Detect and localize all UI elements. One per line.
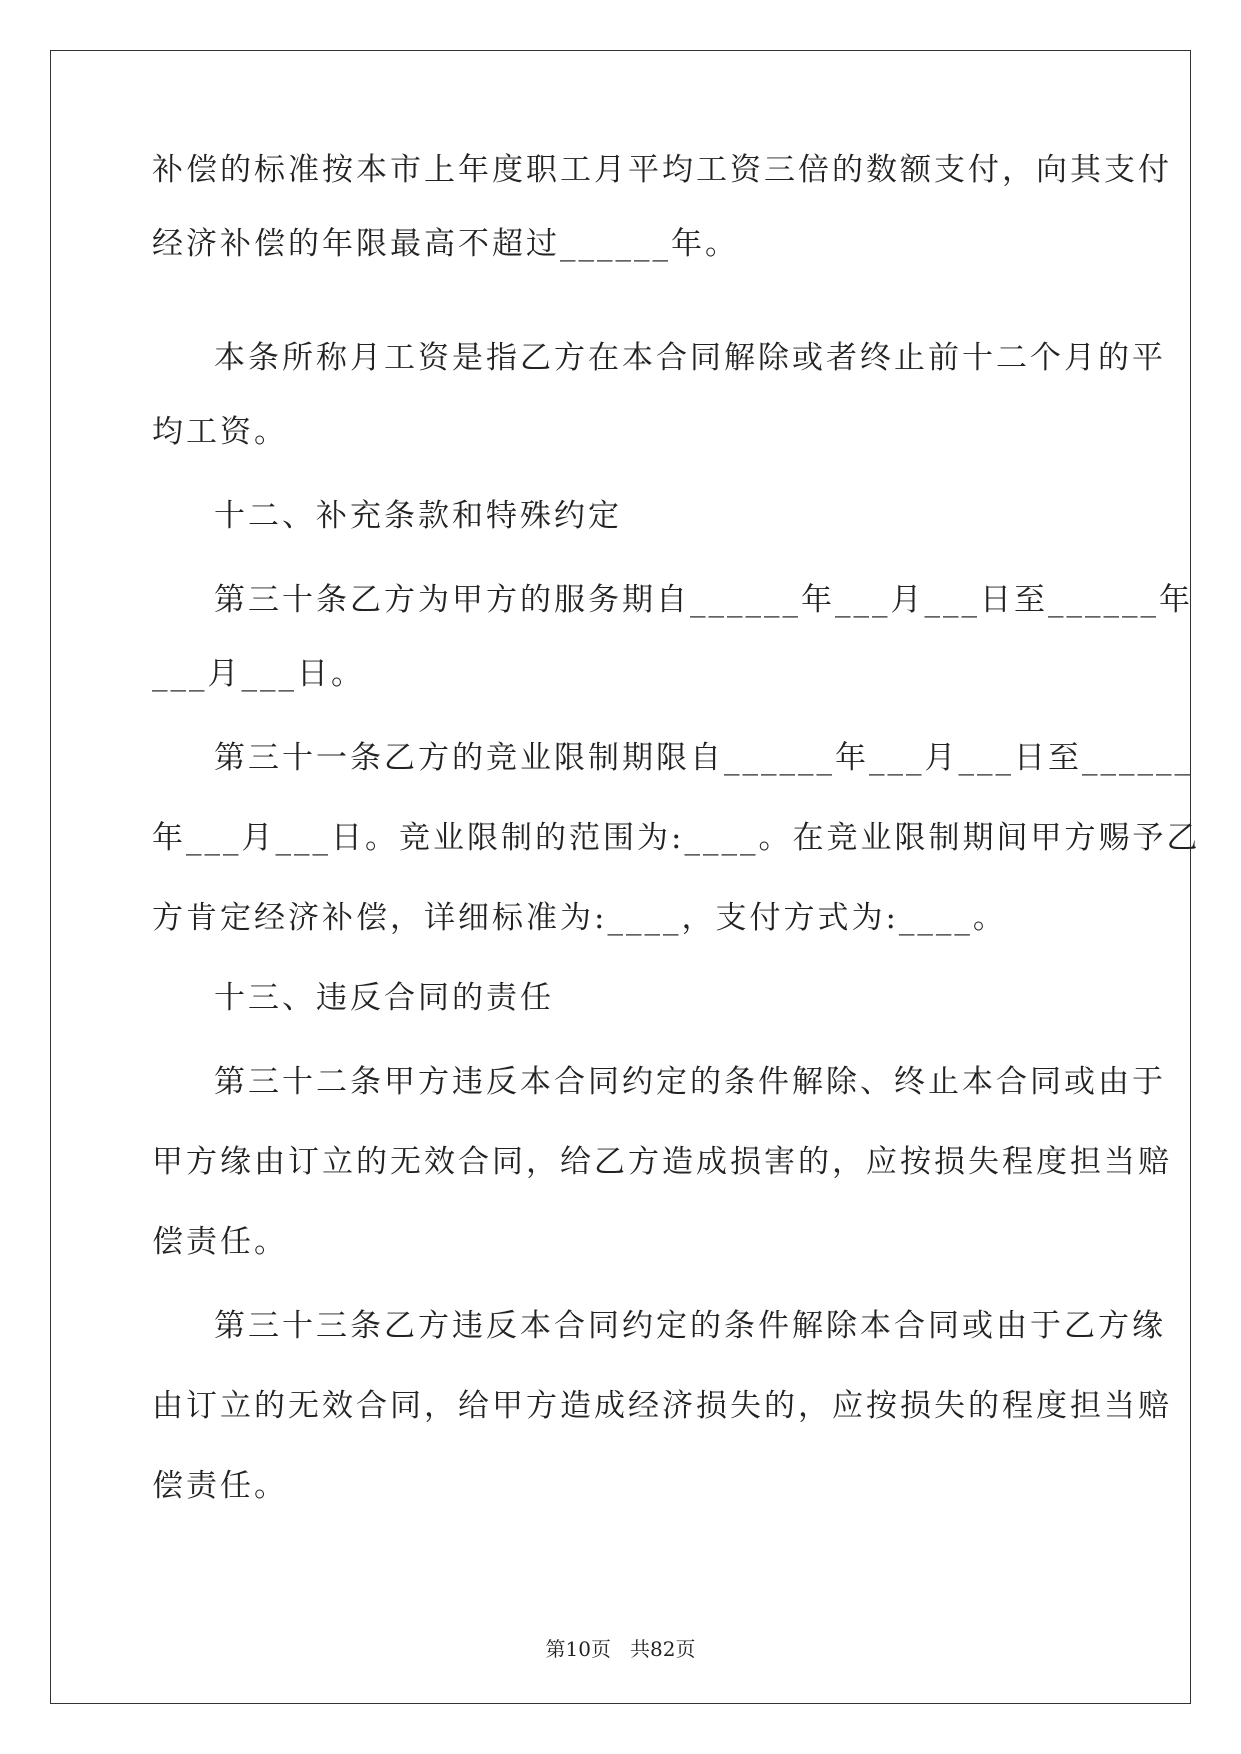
text-line-8: 第三十一条乙方的竞业限制期限自______年___月___日至______ (214, 740, 1193, 776)
text-line-16: 由订立的无效合同，给甲方造成经济损失的，应按损失的程度担当赔 (152, 1388, 1172, 1424)
text-line-10: 方肯定经济补偿，详细标准为:____，支付方式为:____。 (152, 900, 1007, 936)
text-line-12: 第三十二条甲方违反本合同约定的条件解除、终止本合同或由于 (214, 1064, 1166, 1100)
page-number: 第10页 共82页 (545, 1637, 696, 1661)
page-border (50, 50, 1191, 1704)
text-line-13: 甲方缘由订立的无效合同，给乙方造成损害的，应按损失程度担当赔 (152, 1144, 1172, 1180)
text-line-17: 偿责任。 (152, 1468, 288, 1504)
text-line-7: ___月___日。 (152, 656, 365, 692)
text-line-1: 补偿的标准按本市上年度职工月平均工资三倍的数额支付，向其支付 (152, 152, 1172, 188)
text-line-6: 第三十条乙方为甲方的服务期自______年___月___日至______年 (214, 582, 1193, 618)
text-line-3: 本条所称月工资是指乙方在本合同解除或者终止前十二个月的平 (214, 340, 1166, 376)
section-heading-12: 十二、补充条款和特殊约定 (214, 498, 622, 534)
text-line-14: 偿责任。 (152, 1224, 288, 1260)
text-line-2: 经济补偿的年限最高不超过______年。 (152, 226, 739, 262)
text-line-4: 均工资。 (152, 414, 288, 450)
text-line-15: 第三十三条乙方违反本合同约定的条件解除本合同或由于乙方缘 (214, 1308, 1166, 1344)
section-heading-13: 十三、违反合同的责任 (214, 980, 554, 1016)
text-line-9: 年___月___日。竞业限制的范围为:____。在竞业限制期间甲方赐予乙 (152, 820, 1201, 856)
